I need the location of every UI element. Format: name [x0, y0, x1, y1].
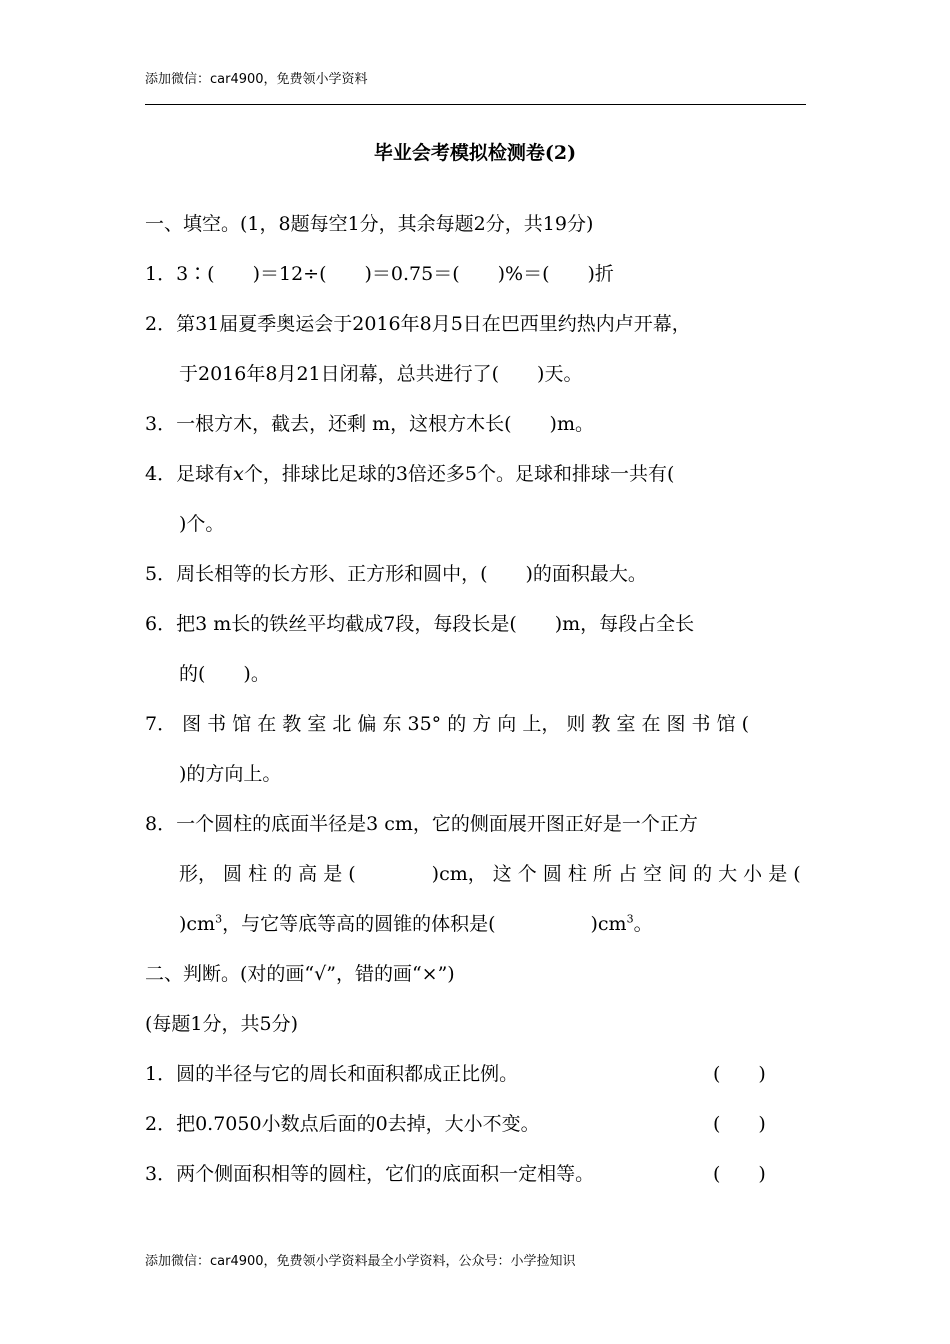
header-note: 添加微信：car4900，免费领小学资料: [145, 72, 368, 87]
question-2-line2: 于2016年8月21日闭幕，总共进行了( )天。: [179, 363, 583, 385]
question-2-line1: 2．第31届夏季奥运会于2016年8月5日在巴西里约热内卢开幕，: [145, 313, 691, 335]
question-4-variable: x: [233, 463, 244, 485]
section2-heading: 二、判断。(对的画“√”，错的画“×”): [145, 963, 455, 985]
judge-item-2: 2．把0.7050小数点后面的0去掉，大小不变。: [145, 1113, 540, 1135]
question-6-line1: 6．把3 m长的铁丝平均截成7段，每段长是( )m，每段占全长: [145, 613, 695, 635]
question-4-post: 个，排球比足球的3倍还多5个。足球和排球一共有(: [243, 463, 675, 485]
question-8-part-b: ，与它等底等高的圆锥的体积是( )cm: [222, 913, 627, 935]
question-4-line1: [145, 462, 674, 486]
question-1: 1．3∶( )＝12÷( )＝0.75＝( )%＝( )折: [145, 263, 614, 285]
header-divider: [145, 104, 806, 105]
judge-answer-3: ( ): [713, 1163, 766, 1185]
judge-item-3: 3．两个侧面积相等的圆柱，它们的底面积一定相等。: [145, 1163, 595, 1185]
judge-answer-2: ( ): [713, 1113, 766, 1135]
question-7-line1: 7． 图 书 馆 在 教 室 北 偏 东 35° 的 方 向 上， 则 教 室 在 图 书 馆 (: [145, 713, 750, 735]
question-4-pre: 4．足球有: [145, 463, 234, 485]
question-8-line2: 形， 圆 柱 的 高 是 ( )cm， 这 个 圆 柱 所 占 空 间 的 大 小 是 (: [179, 863, 801, 885]
page-title: 毕业会考模拟检测卷(2): [373, 142, 577, 164]
footer-note: 添加微信：car4900，免费领小学资料最全小学资料，公众号：小学捡知识: [145, 1254, 576, 1269]
question-3: 3．一根方木，截去，还剩 m，这根方木长( )m。: [145, 413, 594, 435]
question-5: 5．周长相等的长方形、正方形和圆中，( )的面积最大。: [145, 563, 647, 585]
question-4-line2: )个。: [179, 513, 225, 535]
judge-answer-1: ( ): [713, 1063, 766, 1085]
question-8-line1: 8．一个圆柱的底面半径是3 cm，它的侧面展开图正好是一个正方: [145, 813, 698, 835]
question-6-line2: 的( )。: [179, 663, 270, 685]
question-8-part-a: )cm: [179, 913, 216, 935]
question-8-superscript-2: 3: [626, 912, 634, 926]
section1-heading: 一、填空。(1，8题每空1分，其余每题2分，共19分): [145, 213, 594, 235]
question-7-line2: )的方向上。: [179, 763, 282, 785]
section2-subheading: (每题1分，共5分): [145, 1013, 299, 1035]
judge-item-1: 1．圆的半径与它的周长和面积都成正比例。: [145, 1063, 519, 1085]
question-8-line3: [179, 912, 653, 936]
question-8-superscript-1: 3: [215, 912, 223, 926]
question-8-part-c: 。: [633, 913, 653, 935]
